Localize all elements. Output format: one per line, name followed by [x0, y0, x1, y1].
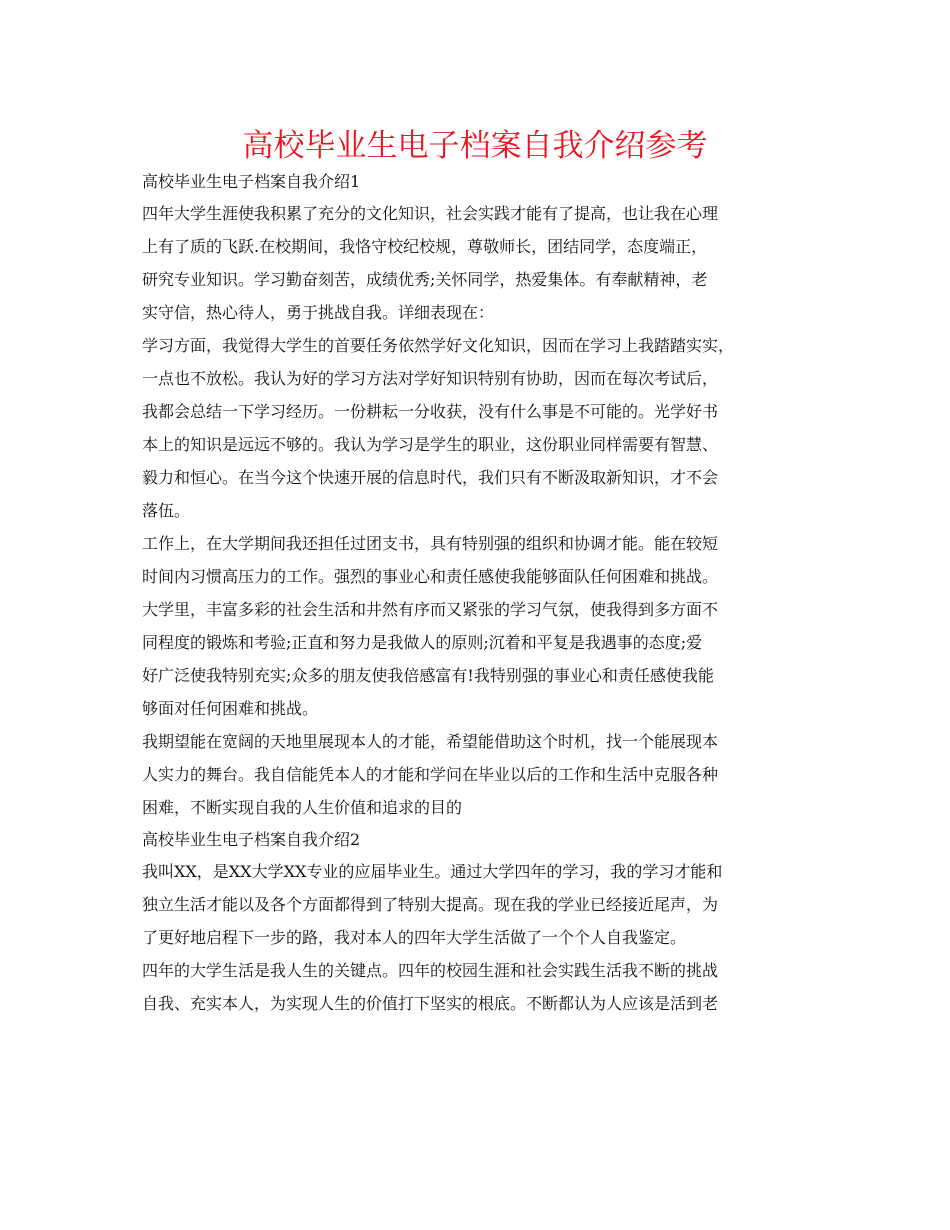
document-body: [142, 166, 814, 1020]
text-line: 独立生活才能以及各个方面都得到了特别大提高。现在我的学业已经接近尾声，为: [142, 895, 719, 914]
text-line: 自我、充实本人，为实现人生的价值打下坚实的根底。不断都认为人应该是活到老: [142, 994, 719, 1013]
text-line: 学习方面，我觉得大学生的首要任务依然学好文化知识，因而在学习上我踏踏实实，: [142, 336, 735, 355]
text-line: 我叫XX，是XX大学XX专业的应届毕业生。通过大学四年的学习，我的学习才能和: [142, 862, 723, 881]
text-line: 困难，不断实现自我的人生价值和追求的目的: [142, 798, 463, 817]
text-line: 实守信，热心待人，勇于挑战自我。详细表现在：: [142, 303, 495, 322]
section-heading: 高校毕业生电子档案自我介绍1: [142, 172, 361, 191]
text-line: 时间内习惯高压力的工作。强烈的事业心和责任感使我能够面队任何困难和挑战。: [142, 567, 719, 586]
text-line: 够面对任何困难和挑战。: [142, 699, 319, 718]
text-line: 本上的知识是远远不够的。我认为学习是学生的职业，这份职业同样需要有智慧、: [142, 435, 719, 454]
text-line: 四年的大学生活是我人生的关键点。四年的校园生涯和社会实践生活我不断的挑战: [142, 961, 719, 980]
text-line: 人实力的舞台。我自信能凭本人的才能和学问在毕业以后的工作和生活中克服各种: [142, 765, 719, 784]
text-line: 好广泛使我特别充实;众多的朋友使我倍感富有!我特别强的事业心和责任感使我能: [142, 666, 714, 685]
text-line: 四年大学生涯使我积累了充分的文化知识，社会实践才能有了提高，也让我在心理: [142, 204, 719, 223]
text-line: 了更好地启程下一步的路，我对本人的四年大学生活做了一个个人自我鉴定。: [142, 928, 687, 947]
text-line: 大学里，丰富多彩的社会生活和井然有序而又紧张的学习气氛，使我得到多方面不: [142, 600, 719, 619]
text-line: 我都会总结一下学习经历。一份耕耘一分收获，没有什么事是不可能的。光学好书: [142, 402, 719, 421]
paragraph: [142, 725, 814, 824]
text-line: 上有了质的飞跃.在校期间，我恪守校纪校规，尊敬师长，团结同学，态度端正，: [142, 237, 708, 256]
text-line: 工作上，在大学期间我还担任过团支书，具有特别强的组织和协调才能。能在较短: [142, 534, 719, 553]
paragraph: [142, 954, 814, 1020]
text-line: 研究专业知识。学习勤奋刻苦，成绩优秀;关怀同学，热爱集体。有奉献精神，老: [142, 270, 708, 289]
paragraph: [142, 197, 814, 329]
document-title: 高校毕业生电子档案自我介绍参考: [242, 128, 708, 164]
section-heading: 高校毕业生电子档案自我介绍2: [142, 830, 361, 849]
text-line: 毅力和恒心。在当今这个快速开展的信息时代，我们只有不断汲取新知识，才不会: [142, 468, 719, 487]
text-line: 我期望能在宽阔的天地里展现本人的才能，希望能借助这个时机，找一个能展现本: [142, 732, 719, 751]
paragraph: [142, 855, 814, 954]
paragraph: [142, 527, 814, 725]
paragraph: [142, 329, 814, 527]
text-line: 同程度的锻炼和考验;正直和努力是我做人的原则;沉着和平复是我遇事的态度;爱: [142, 633, 703, 652]
text-line: 落伍。: [142, 501, 191, 520]
text-line: 一点也不放松。我认为好的学习方法对学好知识特别有协助，因而在每次考试后，: [142, 369, 719, 388]
